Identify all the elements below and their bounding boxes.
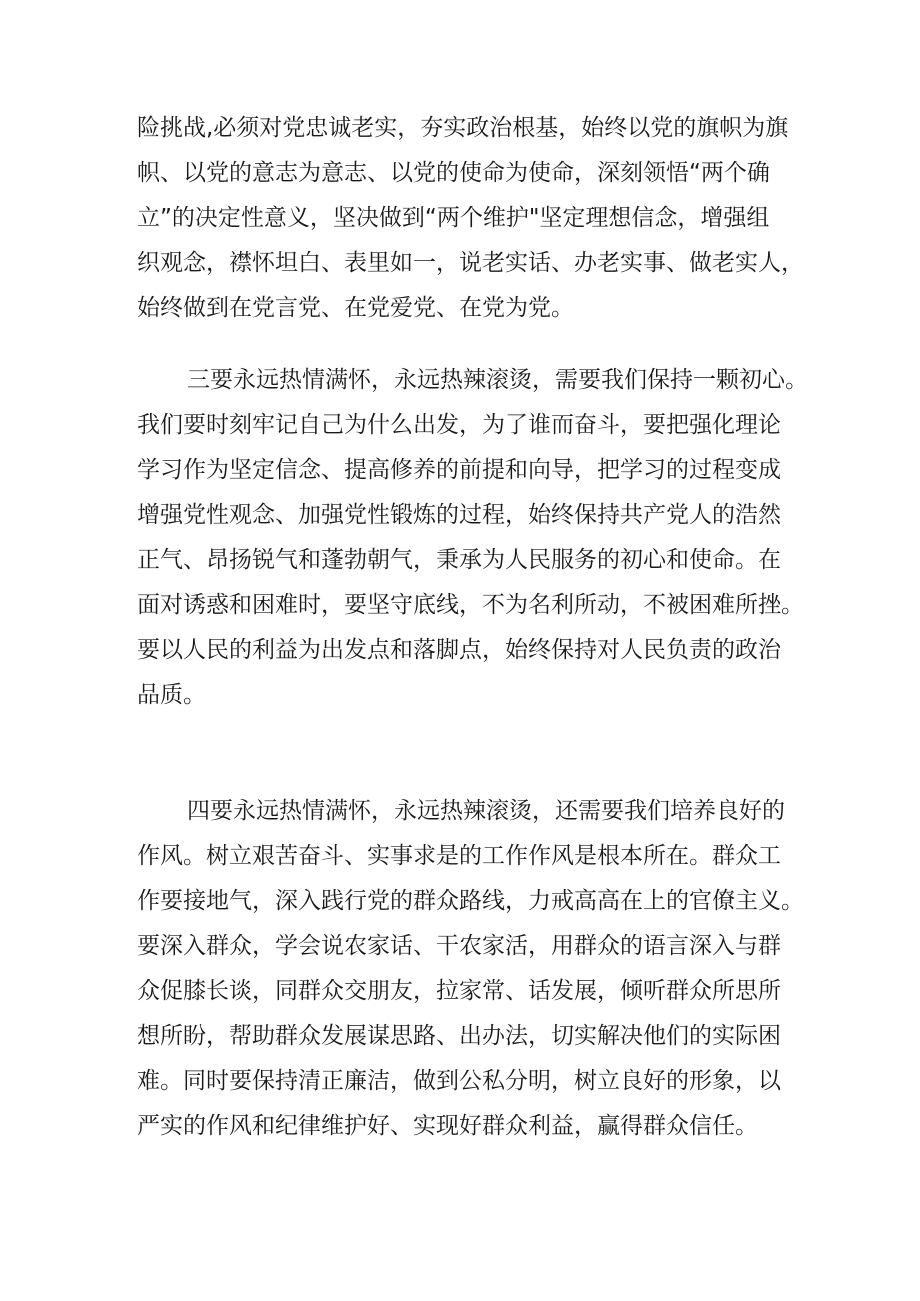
paragraph-line: 始终做到在党言党、在党爱党、在党为党。: [137, 295, 574, 321]
paragraph-line: 作风。树立艰苦奋斗、实事求是的工作作风是根本所在。群众工: [137, 843, 781, 869]
paragraph-line: 学习作为坚定信念、提高修养的前提和向导，把学习的过程变成: [137, 457, 781, 483]
paragraph-line: 增强党性观念、加强党性锻炼的过程，始终保持共产党人的浩然: [137, 502, 781, 528]
paragraph-line: 织观念，襟怀坦白、表里如一，说老实话、办老实事、做老实人，: [137, 250, 804, 276]
paragraph-line: 三要永远热情满怀，永远热辣滚烫，需要我们保持一颗初心。: [187, 367, 808, 393]
paragraph-line: 险挑战,必须对党忠诚老实，夯实政治根基，始终以党的旗帜为旗: [137, 115, 789, 141]
paragraph-line: 作要接地气，深入践行党的群众路线，力戒高高在上的官僚主义。: [137, 888, 804, 914]
paragraph-line: 正气、昂扬锐气和蓬勃朝气，秉承为人民服务的初心和使命。在: [137, 547, 781, 573]
paragraph-line: 众促膝长谈，同群众交朋友，拉家常、话发展，倾听群众所思所: [137, 978, 781, 1004]
paragraph-line: 品质。: [137, 682, 206, 708]
paragraph-line: 要以人民的利益为出发点和落脚点，始终保持对人民负责的政治: [137, 637, 781, 663]
paragraph-line: 难。同时要保持清正廉洁，做到公私分明，树立良好的形象，以: [137, 1068, 781, 1094]
paragraph-line: 立”的决定性意义，坚决做到“两个维护"坚定理想信念，增强组: [137, 205, 770, 231]
paragraph-line: 我们要时刻牢记自己为什么出发，为了谁而奋斗，要把强化理论: [137, 412, 781, 438]
paragraph-line: 四要永远热情满怀，永远热辣滚烫，还需要我们培养良好的: [187, 798, 785, 824]
paragraph-line: 要深入群众，学会说农家话、干农家活，用群众的语言深入与群: [137, 933, 781, 959]
paragraph-line: 想所盼，帮助群众发展谋思路、出办法，切实解决他们的实际困: [137, 1023, 781, 1049]
paragraph-line: 严实的作风和纪律维护好、实现好群众利益，赢得群众信任。: [137, 1113, 758, 1139]
paragraph-line: 帜、以党的意志为意志、以党的使命为使命，深刻领悟“两个确: [137, 160, 770, 186]
paragraph-line: 面对诱惑和困难时，要坚守底线，不为名利所动，不被困难所挫。: [137, 592, 804, 618]
